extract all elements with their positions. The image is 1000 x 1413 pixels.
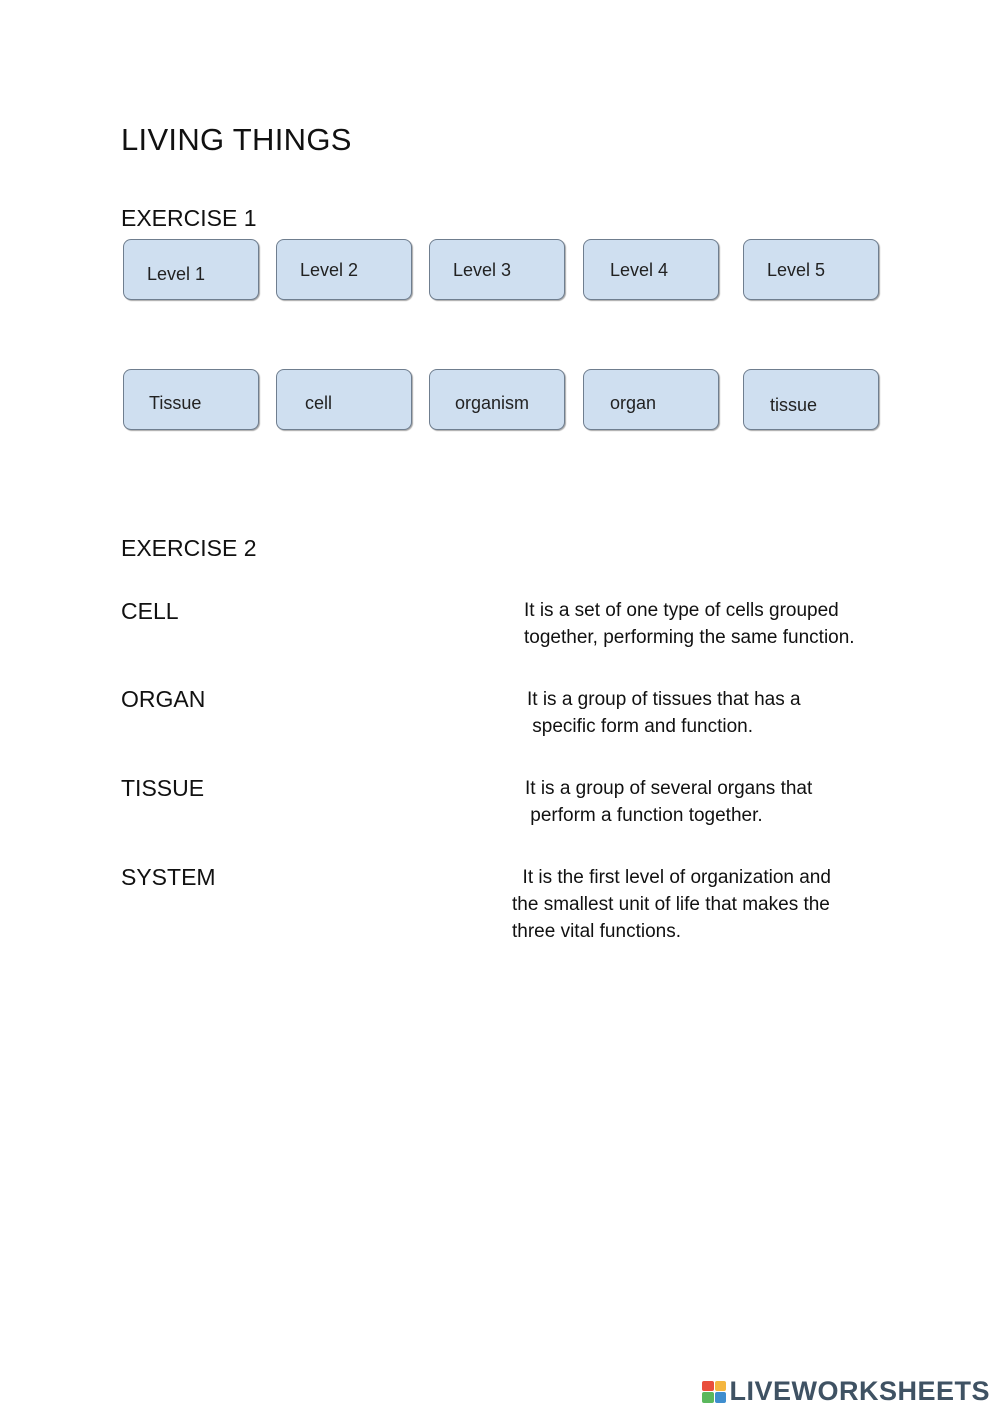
answer-box-4[interactable] [583, 369, 719, 430]
definition-3[interactable]: It is a group of several organs that perform a function together. [525, 778, 813, 826]
level-box-3 [429, 239, 565, 300]
level-box-2 [276, 239, 412, 300]
liveworksheets-logo [702, 1376, 990, 1407]
answer-box-3[interactable] [429, 369, 565, 430]
logo-tile [715, 1381, 727, 1392]
logo-tile [702, 1392, 714, 1403]
level-box-1 [123, 239, 259, 300]
term-organ[interactable]: ORGAN [121, 686, 206, 712]
level-label: Level 3 [453, 260, 512, 280]
logo-tile [715, 1392, 727, 1403]
definition-4[interactable]: It is the first level of organization and the smallest unit of life that makes the three vital functions. [512, 867, 831, 942]
answer-text: organ [610, 393, 657, 413]
level-label: Level 1 [147, 264, 206, 284]
level-box-5 [743, 239, 879, 300]
logo-tile [702, 1381, 714, 1392]
answer-text: Tissue [149, 393, 202, 413]
answer-box-2[interactable] [276, 369, 412, 430]
answer-text: tissue [770, 395, 818, 415]
answer-text: organism [455, 393, 530, 413]
level-label: Level 2 [300, 260, 359, 280]
level-label: Level 4 [610, 260, 669, 280]
term-cell[interactable]: CELL [121, 598, 179, 624]
exercise-2-heading: EXERCISE 2 [121, 535, 257, 561]
brand-name: LIVEWORKSHEETS [729, 1376, 990, 1406]
definition-1[interactable]: It is a set of one type of cells grouped together, performing the same function. [524, 600, 855, 648]
page-title: LIVING THINGS [121, 122, 352, 157]
answer-text: cell [305, 393, 333, 413]
answer-box-1[interactable] [123, 369, 259, 430]
logo-icon [702, 1381, 726, 1403]
term-system[interactable]: SYSTEM [121, 864, 216, 890]
level-box-4 [583, 239, 719, 300]
term-tissue[interactable]: TISSUE [121, 775, 205, 801]
level-label: Level 5 [767, 260, 826, 280]
answer-box-5[interactable] [743, 369, 879, 430]
definition-2[interactable]: It is a group of tissues that has a specific form and function. [527, 689, 801, 737]
exercise-1-heading: EXERCISE 1 [121, 205, 257, 231]
